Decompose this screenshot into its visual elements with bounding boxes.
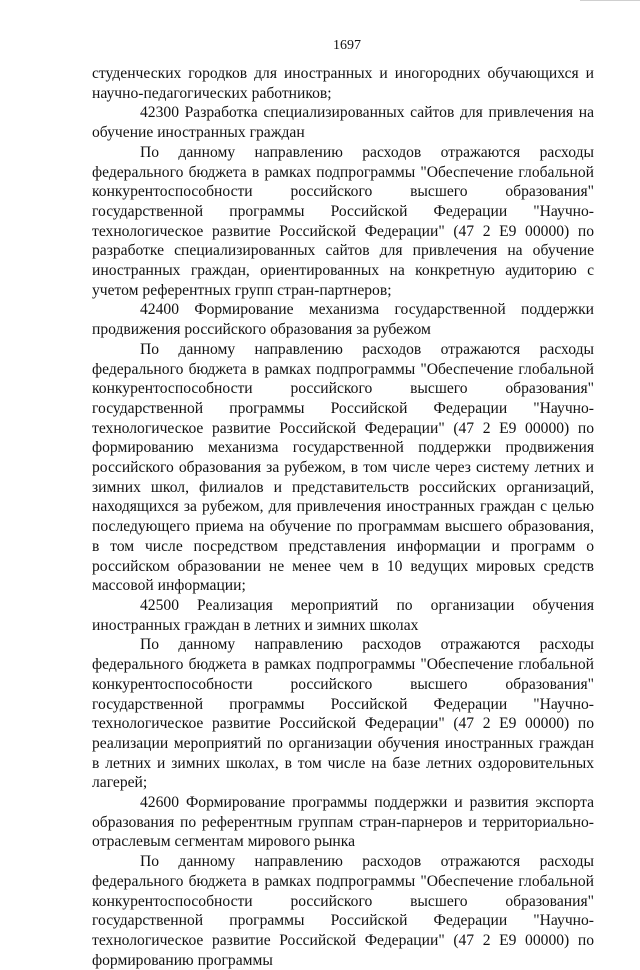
page-number: 1697 [333,38,361,53]
paragraph-body-42600: По данному направлению расходов отражаются расходы федерального бюджета в рамках подпрограммы "Обеспечение глобальной конкурентоспособности российского высшего образования" государственной программы Российской Федерации "Научно-технологическое развитие Российской Федерации" (47 2 Е9 00000) по формированию программы [92,853,594,969]
paragraph-heading-42300: 42300 Разработка специализированных сайтов для привлечения на обучение иностранных граждан [92,104,594,142]
paragraph-heading-42400: 42400 Формирование механизма государственной поддержки продвижения российского образования за рубежом [92,301,594,339]
paragraph-continuation: студенческих городков для иностранных и иногородних обучающихся и научно-педагогических работников; [92,65,594,102]
paragraph-heading-42500: 42500 Реализация мероприятий по организации обучения иностранных граждан в летних и зимних школах [92,596,594,634]
paragraph-body-42400: По данному направлению расходов отражаются расходы федерального бюджета в рамках подпрограммы "Обеспечение глобальной конкурентоспособности российского высшего образования" государственной программы Российской Федерации "Научно-технологическое развитие Российской Федерации" (47 2 Е9 00000) по формированию механизма государственной поддержки продвижения российского образования за рубежом, в том числе через систему летних и зимних школ, филиалов и представительств российских организаций, находящихся за рубежом, для привлечения иностранных граждан с целью последующего приема на обучение по программам высшего образования, в том числе посредством представления информации и программ о российском образовании не менее чем в 10 ведущих мировых средств массовой информации; [92,340,594,595]
paragraph-heading-42600: 42600 Формирование программы поддержки и развития экспорта образования по референтным группам стран-парнеров и территориально-отраслевым сегментам мирового рынка [92,794,594,851]
scan-edge-mark [580,0,640,9]
paragraph-body-42500: По данному направлению расходов отражаются расходы федерального бюджета в рамках подпрограммы "Обеспечение глобальной конкурентоспособности российского высшего образования" государственной программы Российской Федерации "Научно-технологическое развитие Российской Федерации" (47 2 Е9 00000) по реализации мероприятий по организации обучения иностранных граждан в летних и зимних школах, в том числе на базе летних оздоровительных лагерей; [92,636,594,792]
paragraph-body-42300: По данному направлению расходов отражаются расходы федерального бюджета в рамках подпрограммы "Обеспечение глобальной конкурентоспособности российского высшего образования" государственной программы Российской Федерации "Научно-технологическое развитие Российской Федерации" (47 2 Е9 00000) по разработке специализированных сайтов для привлечения на обучение иностранных граждан, ориентированных на конкретную аудиторию с учетом референтных групп стран-партнеров; [92,143,594,299]
